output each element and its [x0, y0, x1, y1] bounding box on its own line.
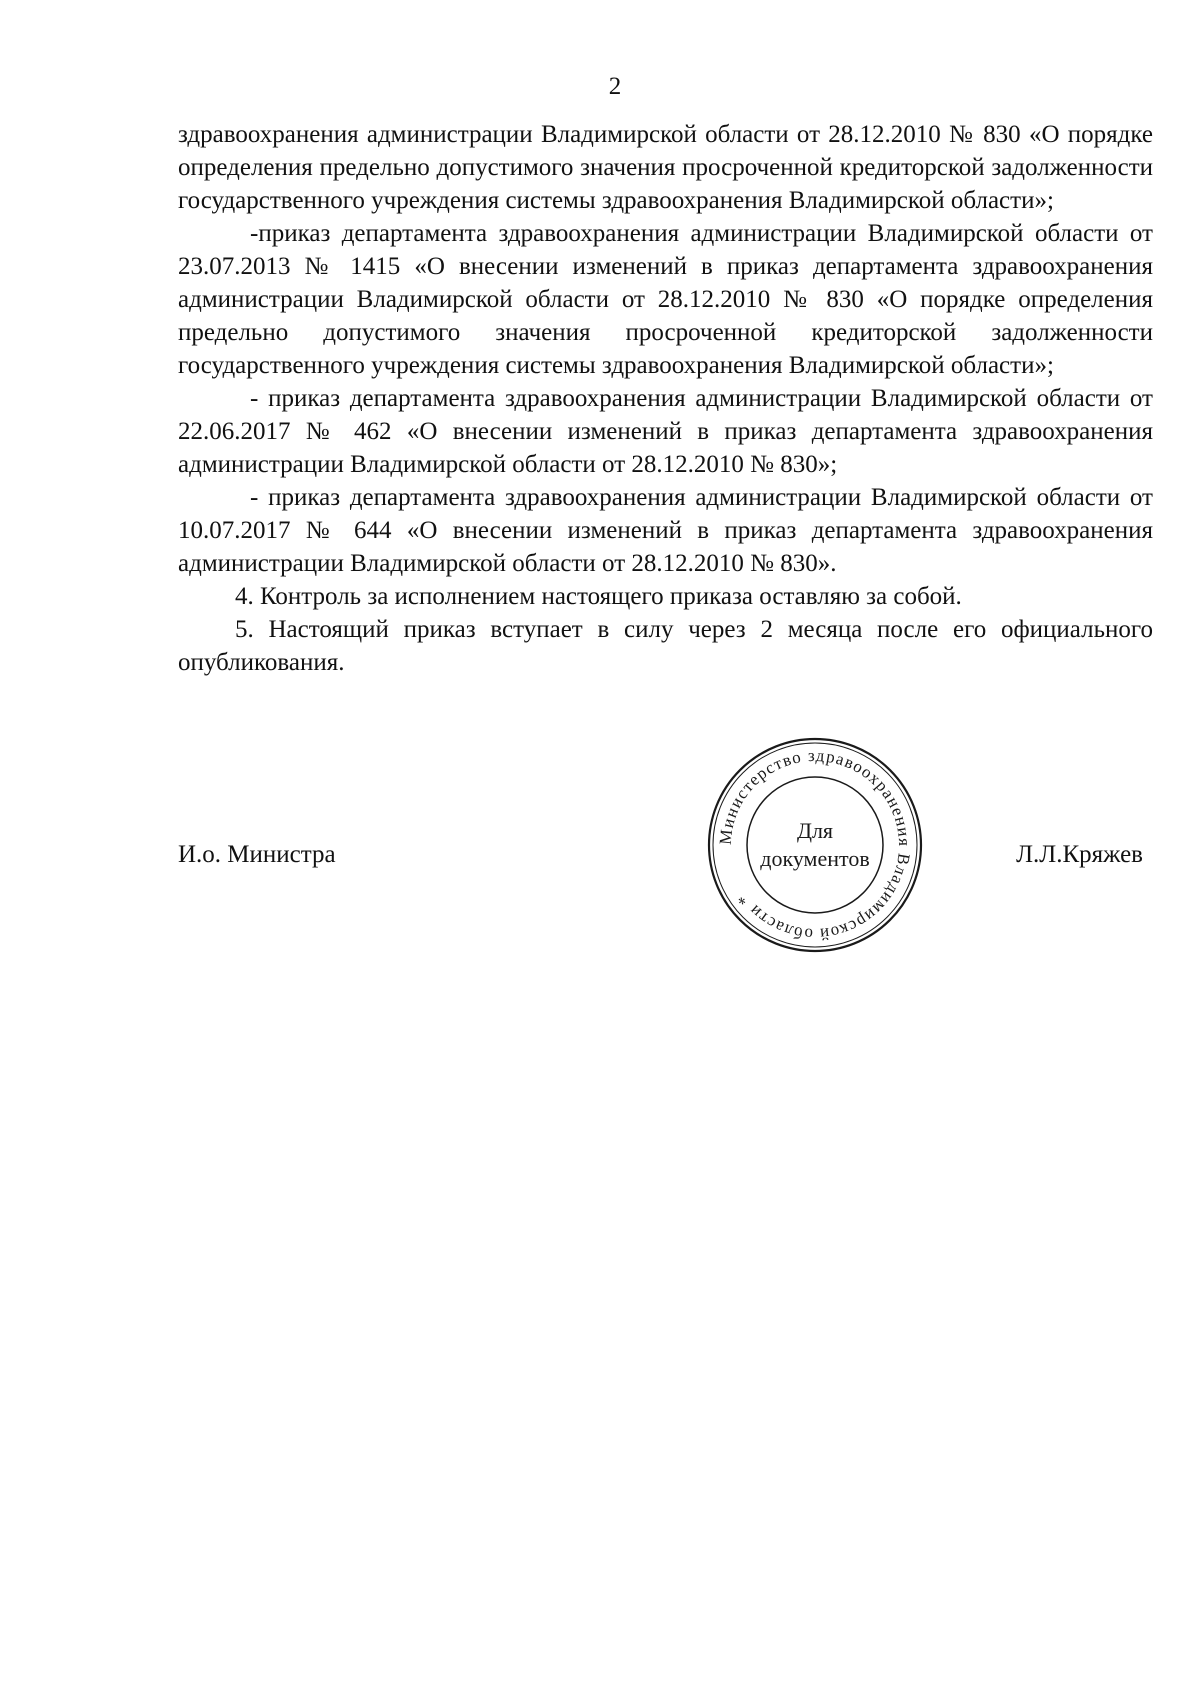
- seal-ring-text: Министерство здравоохранения Владимирской области *: [715, 745, 915, 945]
- seal-center-text: [705, 735, 925, 955]
- paragraph-order-462: - приказ департамента здравоохранения администрации Владимирской области от 22.06.2017 № 462 «О внесении изменений в приказ департамента здравоохранения администрации Владимирской области от 28.12.2010 № 830»;: [178, 385, 1153, 478]
- seal-center-line-2: документов: [760, 846, 870, 871]
- signatory-name: Л.Л.Кряжев: [1016, 841, 1143, 868]
- official-seal: [705, 735, 925, 955]
- paragraph-continuation: здравоохранения администрации Владимирской области от 28.12.2010 № 830 «О порядке определения предельно допустимого значения просроченной кредиторской задолженности государственного учреждения системы здравоохранения Владимирской области»;: [178, 121, 1153, 214]
- paragraph-item-5: 5. Настоящий приказ вступает в силу через 2 месяца после его официального опубликования.: [178, 616, 1153, 676]
- seal-center-line-1: Для: [796, 818, 834, 843]
- paragraph-order-644: - приказ департамента здравоохранения администрации Владимирской области от 10.07.2017 № 644 «О внесении изменений в приказ департамента здравоохранения администрации Владимирской области от 28.12.2010 № 830».: [178, 484, 1153, 577]
- paragraph-order-1415: -приказ департамента здравоохранения администрации Владимирской области от 23.07.2013 № 1415 «О внесении изменений в приказ департамента здравоохранения администрации Владимирской области от 28.12.2010 № 830 «О порядке определения предельно допустимого значения просроченной кредиторской задолженности государственного учреждения системы здравоохранения Владимирской области»;: [178, 220, 1153, 379]
- document-body: [178, 118, 1153, 679]
- page-number: 2: [608, 73, 622, 100]
- paragraph-item-4: 4. Контроль за исполнением настоящего приказа оставляю за собой.: [235, 583, 962, 610]
- signatory-position: И.о. Министра: [178, 841, 336, 868]
